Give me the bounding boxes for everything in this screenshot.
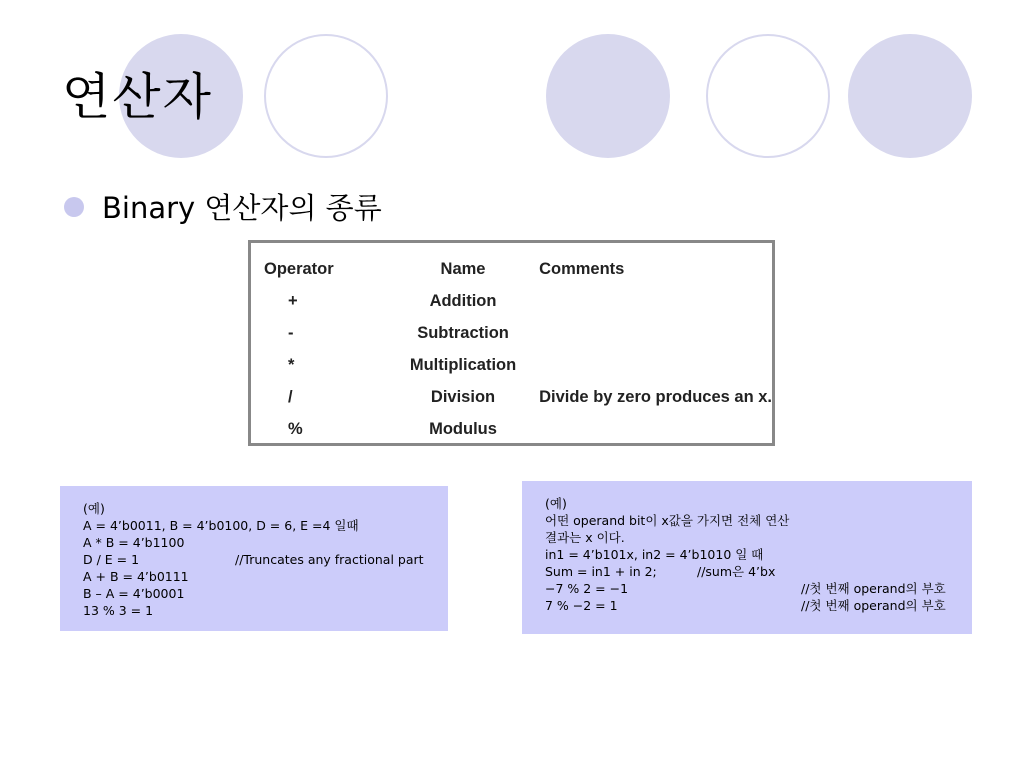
example-code: B – A = 4’b0001	[83, 586, 185, 601]
header-name: Name	[440, 259, 486, 278]
operator-comment	[525, 413, 772, 445]
operator-comment	[525, 317, 772, 349]
table-row	[251, 381, 772, 413]
operator-comment: Divide by zero produces an x.	[539, 387, 772, 406]
operator-comment	[525, 349, 772, 381]
example-code: Sum = in1 + in 2;	[545, 564, 657, 579]
example-line	[545, 512, 972, 529]
example-line	[83, 602, 448, 619]
decor-circle-2	[264, 34, 388, 158]
table-row	[251, 349, 772, 381]
example-line	[83, 551, 448, 568]
operator-symbol: *	[288, 355, 295, 374]
header-operator: Operator	[264, 259, 334, 278]
table-row	[251, 413, 772, 445]
example-code: A + B = 4’b0111	[83, 569, 189, 584]
decor-circle-5	[848, 34, 972, 158]
bullet-dot-icon	[64, 197, 84, 217]
decor-circle-4	[706, 34, 830, 158]
table-header-row	[251, 253, 772, 285]
example-line	[545, 563, 972, 580]
example-code: 결과는 x 이다.	[545, 530, 625, 545]
operator-table-figure	[248, 240, 775, 446]
operator-symbol: %	[288, 419, 303, 438]
example-line	[83, 517, 448, 534]
example-line	[83, 500, 448, 517]
bullet-text: Binary 연산자의 종류	[102, 191, 382, 225]
example-code: 어떤 operand bit이 x값을 가지면 전체 연산	[545, 513, 790, 528]
operator-table	[251, 253, 772, 445]
table-row	[251, 285, 772, 317]
table-row	[251, 317, 772, 349]
operator-name: Division	[430, 387, 496, 406]
operator-comment	[525, 285, 772, 317]
example-comment: //sum은 4’bx	[697, 564, 776, 579]
example-line	[545, 597, 972, 614]
decor-circle-3	[546, 34, 670, 158]
example-comment: //첫 번째 operand의 부호	[801, 581, 946, 596]
example-line	[83, 534, 448, 551]
example-code: 13 % 3 = 1	[83, 603, 154, 618]
example-code: (예)	[545, 496, 567, 511]
example-line	[545, 495, 972, 512]
example-line	[545, 580, 972, 597]
example-box-left	[60, 486, 448, 631]
example-line	[83, 585, 448, 602]
operator-name: Multiplication	[409, 355, 517, 374]
example-code: A = 4’b0011, B = 4’b0100, D = 6, E =4 일때	[83, 518, 359, 533]
example-line	[545, 546, 972, 563]
example-code: D / E = 1	[83, 552, 140, 567]
example-comment: //Truncates any fractional part	[235, 552, 424, 567]
example-code: in1 = 4’b101x, in2 = 4’b1010 일 때	[545, 547, 764, 562]
example-code: A * B = 4’b1100	[83, 535, 185, 550]
operator-name: Subtraction	[417, 323, 509, 342]
header-comments: Comments	[539, 259, 625, 278]
operator-symbol: +	[288, 291, 298, 310]
example-comment: //첫 번째 operand의 부호	[801, 598, 946, 613]
slide-title: 연산자	[62, 68, 213, 126]
example-code: (예)	[83, 501, 105, 516]
operator-name: Addition	[429, 291, 497, 310]
example-code: 7 % −2 = 1	[545, 598, 618, 613]
operator-name: Modulus	[429, 419, 497, 438]
example-line	[83, 568, 448, 585]
bullet-item	[64, 186, 382, 227]
operator-symbol: -	[288, 323, 294, 342]
example-box-right	[522, 481, 972, 634]
example-line	[545, 529, 972, 546]
example-code: −7 % 2 = −1	[545, 581, 629, 596]
operator-symbol: /	[288, 387, 293, 406]
